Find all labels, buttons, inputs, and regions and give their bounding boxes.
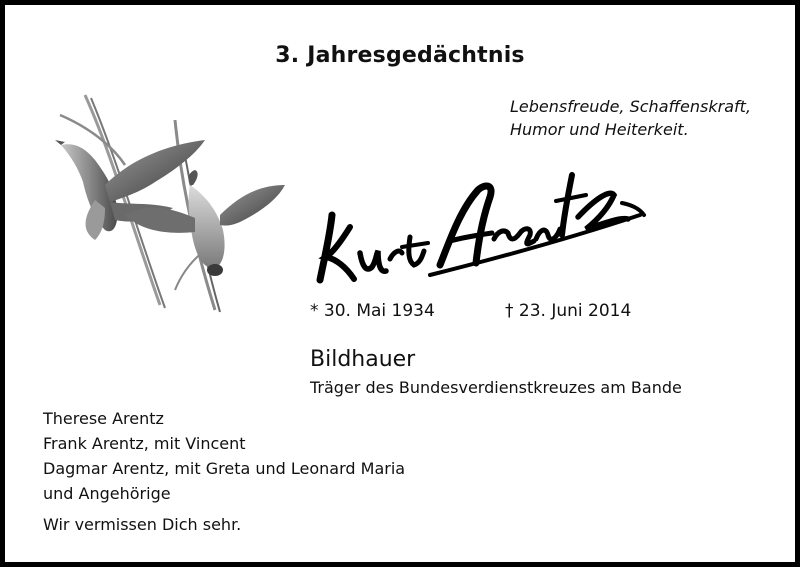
mourner-line: Dagmar Arentz, mit Greta und Leonard Maria bbox=[43, 459, 406, 478]
mourner-line: Frank Arentz, mit Vincent bbox=[43, 434, 246, 453]
honor-line: Träger des Bundesverdienstkreuzes am Bande bbox=[310, 378, 682, 397]
mourners-list bbox=[43, 406, 405, 506]
notice-title: 3. Jahresgedächtnis bbox=[275, 43, 525, 68]
mourner-line: Therese Arentz bbox=[43, 409, 164, 428]
motto bbox=[510, 95, 751, 141]
death-date: † 23. Juni 2014 bbox=[505, 301, 632, 321]
motto-line-2: Humor und Heiterkeit. bbox=[510, 120, 689, 139]
closing-line: Wir vermissen Dich sehr. bbox=[43, 515, 242, 534]
motto-line-1: Lebensfreude, Schaffenskraft, bbox=[510, 97, 752, 116]
profession: Bildhauer bbox=[310, 347, 416, 372]
handwritten-signature-icon bbox=[310, 155, 650, 290]
birth-date: * 30. Mai 1934 bbox=[310, 301, 435, 321]
mourner-line: und Angehörige bbox=[43, 484, 171, 503]
flying-ducks-sculpture-icon bbox=[55, 90, 290, 315]
